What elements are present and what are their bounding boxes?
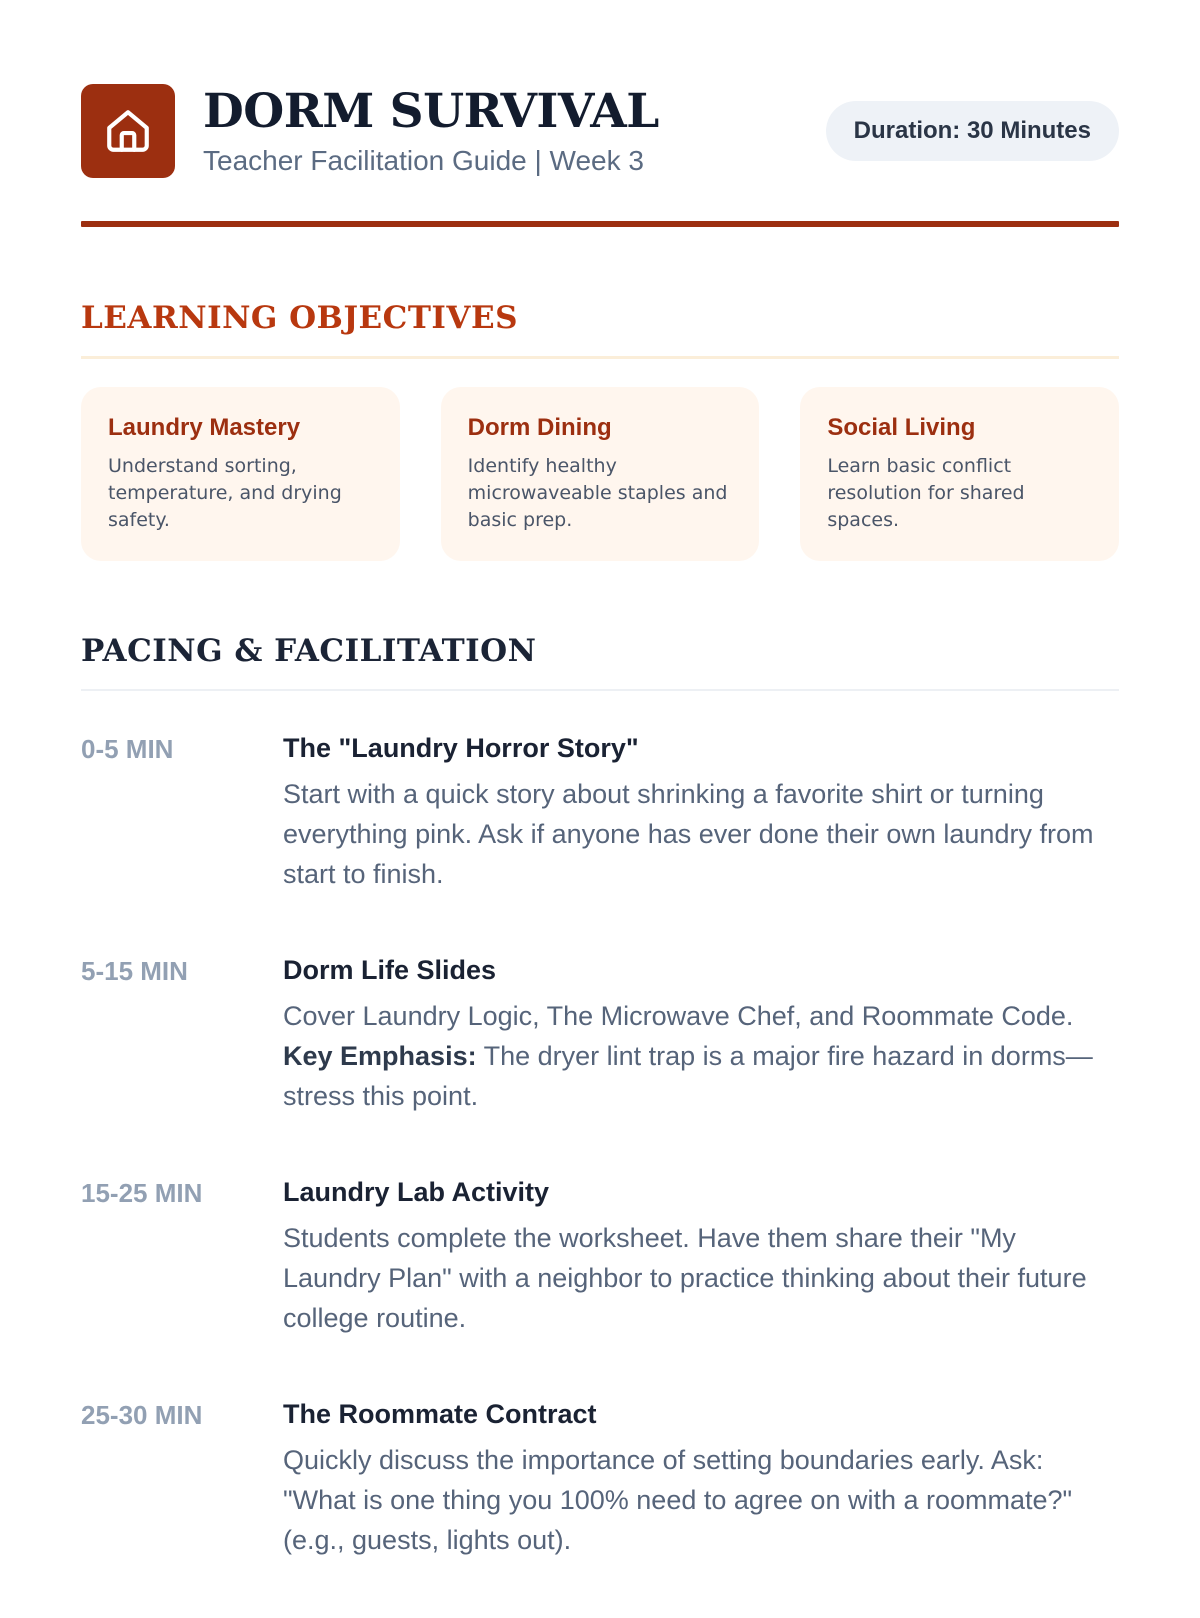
pacing-time: 25-30 MIN — [81, 1400, 203, 1430]
page-title: DORM SURVIVAL — [203, 84, 659, 139]
objectives-title: LEARNING OBJECTIVES — [81, 300, 518, 336]
key-emphasis-label: Key Emphasis: — [283, 1041, 477, 1071]
pacing-heading: Dorm Life Slides — [283, 955, 497, 985]
objectives-divider — [81, 356, 1119, 359]
logo — [81, 84, 175, 178]
objective-card-title: Social Living — [827, 414, 976, 441]
pacing-title: PACING & FACILITATION — [81, 633, 537, 669]
page-subtitle: Teacher Facilitation Guide | Week 3 — [203, 145, 644, 176]
pacing-divider — [81, 689, 1119, 691]
pacing-body — [283, 1174, 1119, 1338]
pacing-time: 5-15 MIN — [81, 956, 188, 986]
pacing-list — [81, 730, 1119, 1618]
pacing-heading: The Roommate Contract — [283, 1399, 597, 1429]
pacing-row — [81, 1174, 1119, 1396]
pacing-text — [283, 996, 1119, 1116]
pacing-text: Start with a quick story about shrinking a favorite shirt or turning everything pink. Ask if anyone has ever done their own laundry from start to finish. — [283, 779, 1094, 889]
objective-card — [800, 387, 1119, 561]
objective-card-title: Laundry Mastery — [108, 414, 301, 441]
objectives-cards — [81, 387, 1119, 561]
pacing-heading: The "Laundry Horror Story" — [283, 733, 639, 763]
pacing-time: 0-5 MIN — [81, 734, 174, 764]
pacing-time: 15-25 MIN — [81, 1178, 203, 1208]
header — [81, 84, 1119, 180]
pacing-body — [283, 1396, 1119, 1560]
objective-card-text: Learn basic conflict resolution for shared spaces. — [827, 455, 1025, 531]
objective-card — [441, 387, 760, 561]
objective-card-text: Understand sorting, temperature, and drying safety. — [108, 455, 342, 531]
pacing-text-main: Cover Laundry Logic, The Microwave Chef, and Roommate Code. — [283, 1001, 1074, 1031]
pacing-row — [81, 730, 1119, 952]
pacing-heading: Laundry Lab Activity — [283, 1177, 550, 1207]
key-emphasis-text: The dryer lint trap is a major fire hazard in dorms—stress this point. — [283, 1041, 1093, 1111]
objective-card — [81, 387, 400, 561]
house-icon — [103, 106, 153, 156]
title-block — [203, 84, 659, 178]
pacing-row — [81, 1396, 1119, 1618]
pacing-body — [283, 730, 1119, 894]
pacing-body — [283, 952, 1119, 1116]
duration-badge: Duration: 30 Minutes — [826, 101, 1119, 161]
objective-card-text: Identify healthy microwaveable staples and basic prep. — [467, 455, 728, 531]
pacing-text: Quickly discuss the importance of setting boundaries early. Ask: "What is one thing you 100% need to agree on with a roommate?" (e.g., guests, lights out). — [283, 1445, 1073, 1555]
header-divider — [81, 221, 1119, 227]
objective-card-title: Dorm Dining — [467, 414, 612, 441]
pacing-text: Students complete the worksheet. Have them share their "My Laundry Plan" with a neighbor to practice thinking about their future college routine. — [283, 1223, 1087, 1333]
pacing-row — [81, 952, 1119, 1174]
